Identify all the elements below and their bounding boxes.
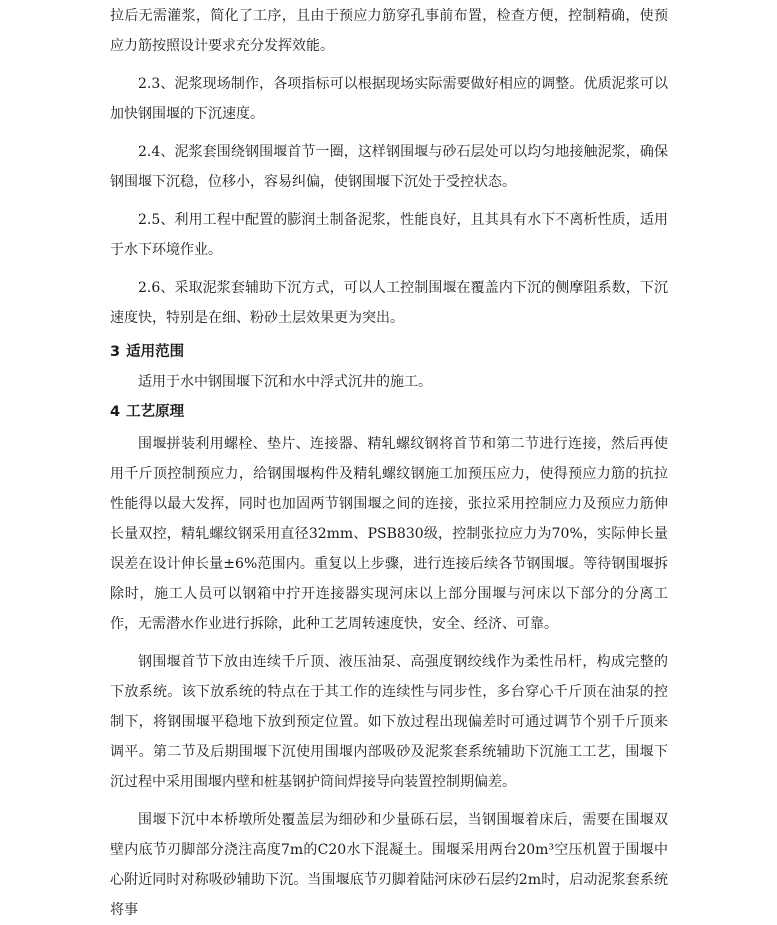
document-page: [110, 0, 668, 925]
paragraph-prestress-summary: 拉后无需灌浆，简化了工序，且由于预应力筋穿孔事前布置，检查方便，控制精确，使预应力筋按照设计要求充分发挥效能。: [110, 8, 668, 54]
section-4-heading: [110, 397, 668, 427]
paragraph-2-5: 2.5、利用工程中配置的膨润土制备泥浆，性能良好，且其具有水下不离析性质，适用于水下环境作业。: [110, 212, 668, 258]
paragraph-2-3: 2.3、泥浆现场制作，各项指标可以根据现场实际需要做好相应的调整。优质泥浆可以加快钢围堰的下沉速度。: [110, 76, 668, 122]
paragraph-2-4: 2.4、泥浆套围绕钢围堰首节一圈，这样钢围堰与砂石层处可以均匀地接触泥浆，确保钢围堰下沉稳，位移小，容易纠偏，使钢围堰下沉处于受控状态。: [110, 144, 668, 190]
section-3-text: 适用于水中钢围堰下沉和水中浮式沉井的施工。: [138, 374, 432, 390]
section-4-number: 4: [110, 404, 121, 420]
section-4-title: 工艺原理: [126, 404, 185, 420]
section-3-number: 3: [110, 344, 121, 360]
section-4-paragraph-lowering: 钢围堰首节下放由连续千斤顶、液压油泵、高强度钢绞线作为柔性吊杆，构成完整的下放系统。该下放系统的特点在于其工作的连续性与同步性，多台穿心千斤顶在油泵的控制下，将钢围堰平稳地下放到预定位置。如下放过程出现偏差时可通过调节个别千斤顶来调平。第二节及后期围堰下沉使用围堰内部吸砂及泥浆套系统辅助下沉施工工艺，围堰下沉过程中采用围堰内壁和桩基钢护筒间焊接导向装置控制期偏差。: [110, 654, 668, 790]
section-4-paragraph-sinking: 围堰下沉中本桥墩所处覆盖层为细砂和少量砾石层，当钢围堰着床后，需要在围堰双壁内底节刃脚部分浇注高度7m的C20水下混凝土。围堰采用两台20m³空压机置于围堰中心附近同时对称吸砂辅助下沉。当围堰底节刃脚着陆河床砂石层约2m时，启动泥浆套系统将事: [110, 812, 668, 918]
section-3-title: 适用范围: [126, 344, 185, 360]
section-3-heading: [110, 337, 668, 367]
section-4-paragraph-assembly: 围堰拼装利用螺栓、垫片、连接器、精轧螺纹钢将首节和第二节进行连接，然后再使用千斤顶控制预应力，给钢围堰构件及精轧螺纹钢施工加预压应力，使得预应力筋的抗拉性能得以最大发挥，同时也加固两节钢围堰之间的连接，张拉采用控制应力及预应力筋伸长量双控，精轧螺纹钢采用直径32mm、PSB830级，控制张拉应力为70%，实际伸长量误差在设计伸长量±6%范围内。重复以上步骤，进行连接后续各节钢围堰。等待钢围堰拆除时，施工人员可以钢箱中拧开连接器实现河床以上部分围堰与河床以下部分的分离工作，无需潜水作业进行拆除，此种工艺周转速度快，安全、经济、可靠。: [110, 436, 668, 632]
paragraph-2-6: 2.6、采取泥浆套辅助下沉方式，可以人工控制围堰在覆盖内下沉的侧摩阻系数，下沉速度快，特别是在细、粉砂土层效果更为突出。: [110, 280, 668, 326]
